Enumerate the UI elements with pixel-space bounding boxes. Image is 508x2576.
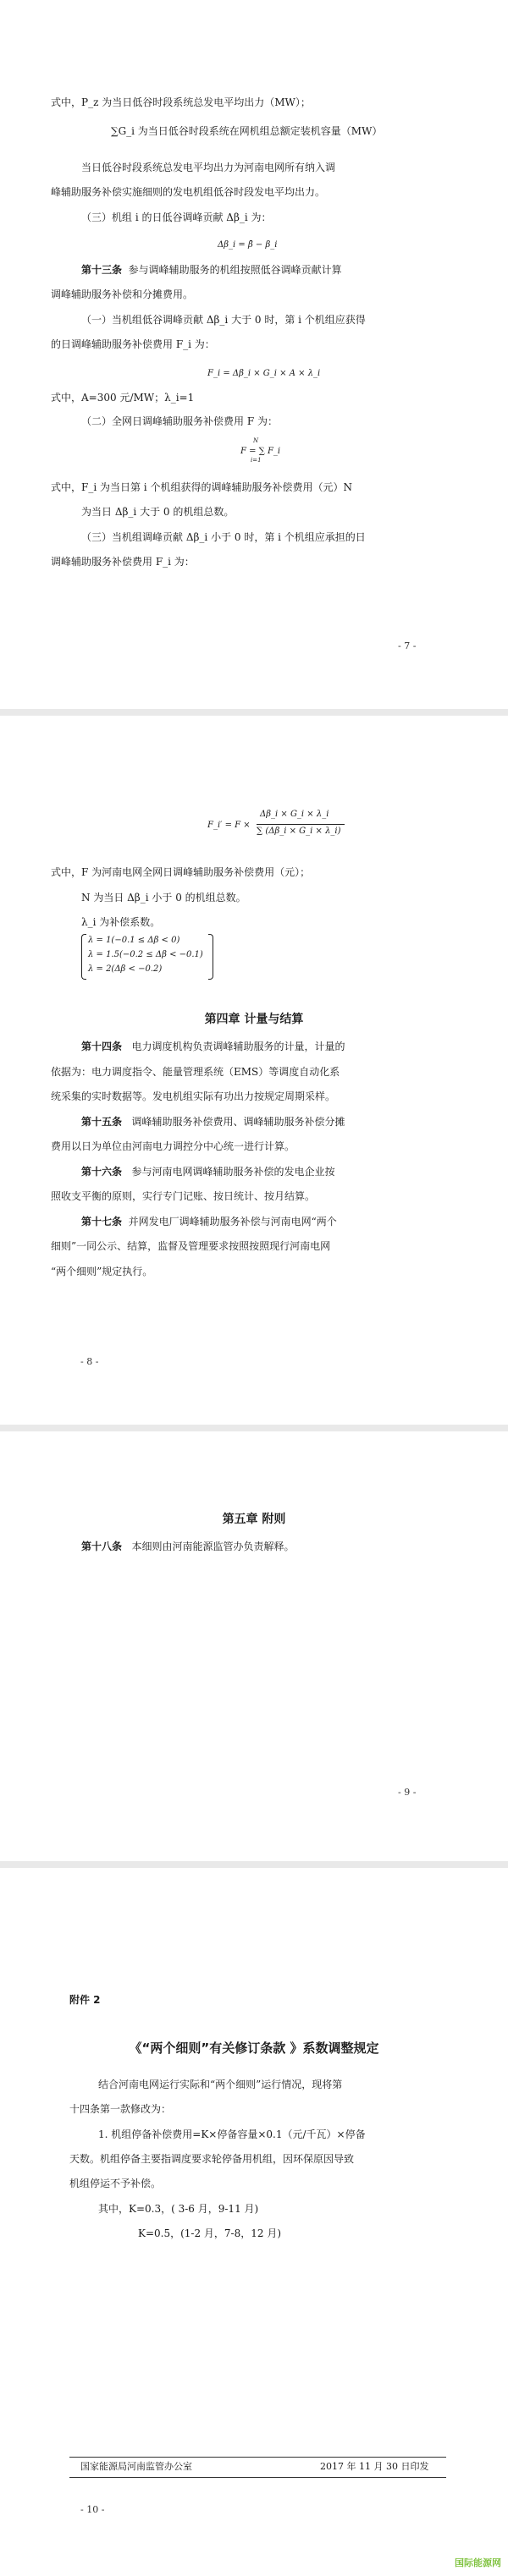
chapter-heading: 第五章 附则 [222, 1513, 286, 1526]
text-line: 十四条第一款修改为： [69, 2103, 172, 2115]
article-heading: 第十八条 [81, 1541, 123, 1552]
page-9 [0, 1431, 508, 1861]
watermark-logo: 国际能源网 [455, 2557, 501, 2568]
text-line: 统采集的实时数据等。发电机组实际有功出力按规定周期采样。 [51, 1090, 336, 1102]
article-13 [81, 263, 342, 277]
text-line: 天数。机组停备主要指调度要求轮停备用机组，因环保原因导致 [69, 2153, 355, 2165]
text-line: 照收支平衡的原则，实行专门记账、按日统计、按月结算。 [51, 1190, 316, 1202]
footer-issuer: 国家能源局河南监管办公室 [80, 2461, 192, 2472]
article-text: 电力调度机构负责调峰辅助服务的计量，计量的 [131, 1041, 345, 1052]
formula-f-sum-sup: N [253, 437, 259, 444]
formula-denominator: ∑ (Δβ_i × G_i × λ_i) [257, 827, 341, 836]
annex-label: 附件 2 [69, 1994, 101, 2006]
text-line: “两个细则”规定执行。 [51, 1266, 153, 1277]
text-line: λ_i 为补偿系数。 [81, 916, 161, 928]
text-line: K=0.5，(1-2 月，7-8，12 月) [138, 2227, 282, 2239]
text-line: 细则”一同公示、结算，监督及管理要求按照按照现行河南电网 [51, 1240, 331, 1252]
formula-lhs: F_i′ = F × [207, 821, 251, 830]
formula-f-sum [240, 437, 281, 464]
text-line: （一）当机组低谷调峰贡献 Δβ_i 大于 0 时，第 i 个机组应获得 [81, 314, 366, 326]
text-line: 为当日 Δβ_i 大于 0 的机组总数。 [81, 506, 235, 518]
text-line: 调峰辅助服务补偿和分摊费用。 [51, 288, 194, 300]
page-number: - 8 - [80, 1356, 99, 1367]
text-line: 结合河南电网运行实际和“两个细则”运行情况，现将第 [98, 2079, 343, 2090]
article-14 [81, 1040, 345, 1053]
footer-date: 2017 年 11 月 30 日印发 [320, 2461, 429, 2472]
article-heading: 第十七条 [81, 1216, 123, 1228]
formula-numerator: Δβ_i × G_i × λ_i [260, 810, 329, 819]
article-text: 调峰辅助服务补偿费用、调峰辅助服务补偿分摊 [131, 1116, 345, 1128]
article-text: 参与河南电网调峰辅助服务补偿的发电企业按 [131, 1166, 335, 1178]
article-17 [81, 1215, 337, 1228]
text-line: 依据为：电力调度指令、能量管理系统（EMS）等调度自动化系 [51, 1066, 340, 1078]
article-heading: 第十五条 [81, 1116, 123, 1128]
text-line: （二）全网日调峰辅助服务补偿费用 F 为： [81, 415, 278, 427]
article-15 [81, 1115, 345, 1129]
case-line: λ = 1.5(−0.2 ≤ Δβ < −0.1) [88, 950, 203, 959]
text-line: 当日低谷时段系统总发电平均出力为河南电网所有纳入调 [81, 162, 336, 173]
text-line: 的日调峰辅助服务补偿费用 F_i 为： [51, 338, 215, 350]
text-line: ∑G_i 为当日低谷时段系统在网机组总额定装机容量（MW） [111, 125, 383, 137]
case-line: λ = 2(Δβ < −0.2) [88, 964, 163, 974]
formula-f-sum-body: F = ∑ F_i [240, 447, 281, 456]
formula-fi: F_i = Δβ_i × G_i × A × λ_i [207, 369, 321, 378]
annex-title: 《“两个细则”有关修订条款 》系数调整规定 [129, 2040, 379, 2056]
text-line: 式中，A=300 元/MW；λ_i=1 [51, 392, 195, 404]
text-line: N 为当日 Δβ_i 小于 0 的机组总数。 [81, 892, 246, 904]
formula-delta-beta: Δβ_i = β̄ − β_i [218, 240, 278, 250]
text-line: 式中，P_z 为当日低谷时段系统总发电平均出力（MW）； [51, 96, 311, 108]
page-10 [0, 1868, 508, 2576]
article-heading: 第十三条 [81, 264, 123, 276]
footer-rule-bottom [69, 2477, 446, 2478]
chapter-heading: 第四章 计量与结算 [204, 1013, 304, 1026]
article-text: 并网发电厂调峰辅助服务补偿与河南电网“两个 [128, 1216, 337, 1228]
case-line: λ = 1(−0.1 ≤ Δβ < 0) [88, 936, 180, 945]
page-number: - 7 - [398, 640, 417, 651]
text-line: 式中，F_i 为当日第 i 个机组获得的调峰辅助服务补偿费用（元）N [51, 481, 352, 493]
article-text: 参与调峰辅助服务的机组按照低谷调峰贡献计算 [128, 264, 342, 276]
footer-rule-top [69, 2457, 446, 2458]
lambda-cases [81, 934, 217, 981]
article-heading: 第十六条 [81, 1166, 123, 1178]
brace-left [81, 934, 86, 980]
text-line: 调峰辅助服务补偿费用 F_i 为： [51, 556, 195, 568]
formula-f-sum-sub: i=1 [251, 457, 262, 464]
brace-right [208, 934, 213, 980]
text-line: 费用以日为单位由河南电力调控分中心统一进行计算。 [51, 1140, 295, 1152]
article-18 [81, 1540, 294, 1553]
formula-fraction-bar [257, 824, 345, 825]
text-line: （三）当机组调峰贡献 Δβ_i 小于 0 时，第 i 个机组应承担的日 [81, 531, 366, 543]
text-line: 其中，K=0.3，( 3-6 月，9-11 月) [98, 2203, 259, 2215]
article-16 [81, 1165, 334, 1178]
page-7 [0, 0, 508, 709]
page-number: - 9 - [398, 1787, 417, 1798]
text-line: （三）机组 i 的日低谷调峰贡献 Δβ_i 为： [81, 211, 272, 223]
text-line: 1. 机组停备补偿费用=K×停备容量×0.1（元/千瓦）×停备 [98, 2128, 366, 2140]
page-number: - 10 - [80, 2504, 105, 2515]
text-line: 峰辅助服务补偿实施细则的发电机组低谷时段发电平均出力。 [51, 186, 326, 198]
text-line: 机组停运不予补偿。 [69, 2178, 162, 2189]
page-8 [0, 716, 508, 1425]
article-heading: 第十四条 [81, 1041, 123, 1052]
article-text: 本细则由河南能源监管办负责解释。 [131, 1541, 295, 1552]
text-line: 式中，F 为河南电网全网日调峰辅助服务补偿费用（元）； [51, 866, 311, 878]
